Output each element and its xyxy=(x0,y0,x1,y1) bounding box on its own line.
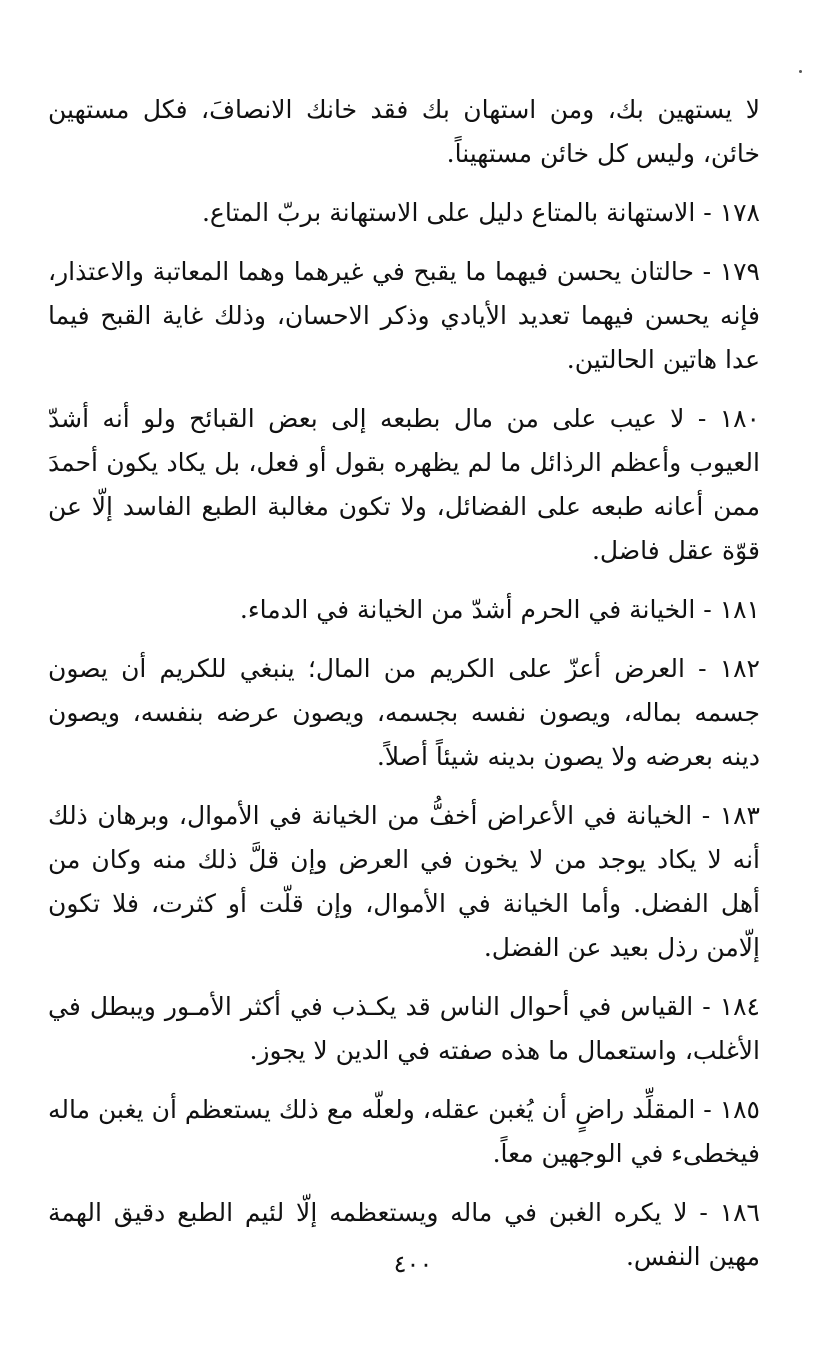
paragraph-185: ١٨٥ - المقلِّد راضٍ أن يُغبن عقله، ولعلّه مع ذلك يستعظم أن يغبن ماله فيخطىء في الوجهين معاً. xyxy=(48,1095,760,1168)
page-body xyxy=(48,88,760,1279)
scan-speck xyxy=(799,70,802,73)
paragraph-178: ١٧٨ - الاستهانة بالمتاع دليل على الاستهانة بربّ المتاع. xyxy=(201,198,760,227)
paragraph-184: ١٨٤ - القياس في أحوال الناس قد يكـذب في أكثر الأمـور ويبطل في الأغلب، واستعمال ما هذه صفته في الدين لا يجوز. xyxy=(48,992,760,1065)
paragraph-180: ١٨٠ - لا عيب على من مال بطبعه إلى بعض القبائح ولو أنه أشدّ العيوب وأعظم الرذائل ما لم يظهره بقول أو فعل، بل يكاد يكون أحمدَ ممن أعانه طبعه على الفضائل، ولا تكون مغالبة الطبع الفاسد إلّا عن قوّة عقل فاضل. xyxy=(48,404,760,565)
paragraph-182: ١٨٢ - العرض أعزّ على الكريم من المال؛ ينبغي للكريم أن يصون جسمه بماله، ويصون نفسه بجسمه، ويصون عرضه بنفسه، ويصون دينه بعرضه ولا يصون بدينه شيئاً أصلاً. xyxy=(48,654,760,771)
paragraph-continuation: لا يستهين بك، ومن استهان بك فقد خانك الانصافَ، فكل مستهين خائن، وليس كل خائن مستهيناً. xyxy=(48,95,760,168)
page-number: ٤٠٠ xyxy=(393,1250,433,1278)
paragraph-181: ١٨١ - الخيانة في الحرم أشدّ من الخيانة في الدماء. xyxy=(239,595,760,624)
paragraph-183: ١٨٣ - الخيانة في الأعراض أخفُّ من الخيانة في الأموال، وبرهان ذلك أنه لا يكاد يوجد من لا يخون في العرض وإن قلَّ ذلك منه وكان من أهل الفضل. وأما الخيانة في الأموال، وإن قلّت أو كثرت، فلا تكون إلّامن رذل بعيد عن الفضل. xyxy=(48,801,760,962)
paragraph-179: ١٧٩ - حالتان يحسن فيهما ما يقبح في غيرهما وهما المعاتبة والاعتذار، فإنه يحسن فيهما تعديد الأيادي وذكر الاحسان، وذلك غاية القبح فيما عدا هاتين الحالتين. xyxy=(48,257,760,374)
paragraph-186: ١٨٦ - لا يكره الغبن في ماله ويستعظمه إلّا لئيم الطبع دقيق الهمة مهين النفس. xyxy=(48,1198,760,1271)
